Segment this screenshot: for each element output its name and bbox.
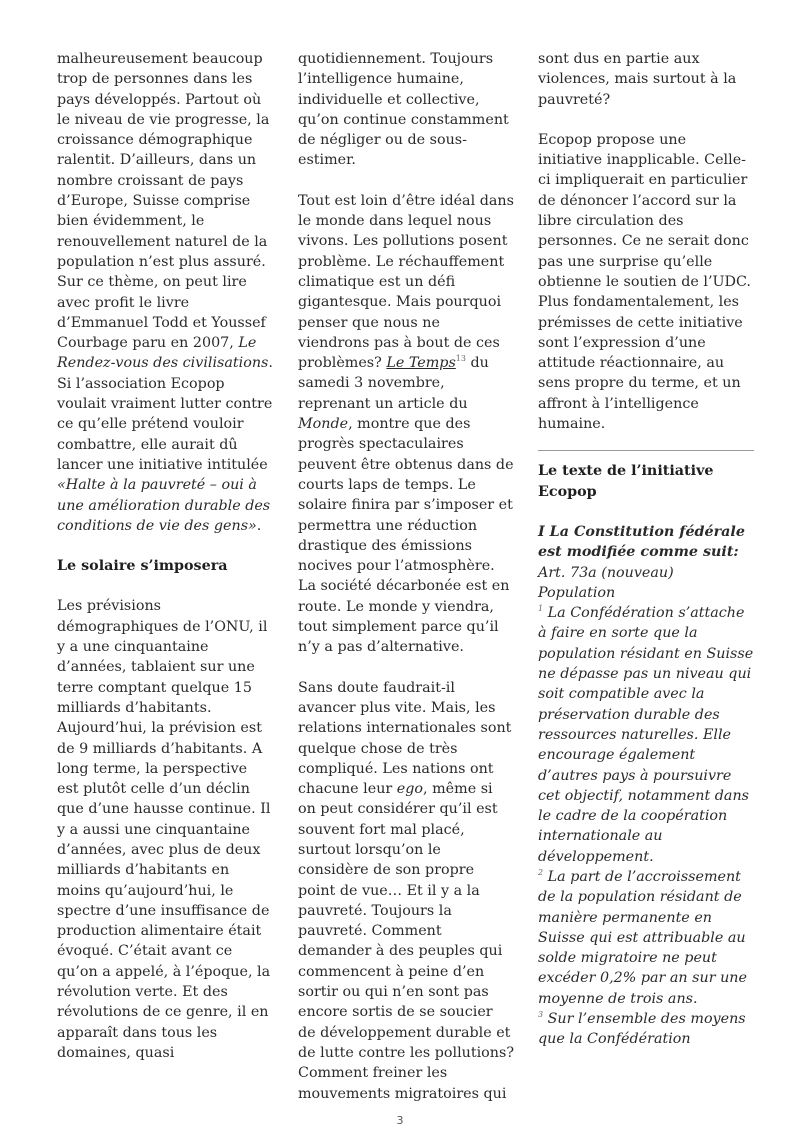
paragraph: Sans doute faudrait-il avancer plus vite. Mais, les relations internationales sont quelque chose de très compliqué. Les nations ont chacune leur ego, même si on peut considérer qu’il est souvent fort mal placé, surtout lorsqu’on le considère de son propre point de vue… Et il y a la pauvreté. Toujours la pauvreté. Comment demander à des peuples qui commencent à peine d’en sortir ou qui n’en sont pas encore sortis de se soucier de développement durable et de lutte contre les pollutions? Comment freiner les mouvements migratoires qui [298, 679, 515, 1102]
paragraph: Tout est loin d’être idéal dans le monde dans lequel nous vivons. Les pollutions posent problème. Le réchauffement climatique est un défi gigantesque. Mais pourquoi penser que nous ne viendrons pas à bout de ces problèmes? Le Temps$^{13}$ du samedi 3 novembre, reprenant un article du Monde, montre que des progrès spectaculaires peuvent être obtenus dans de courts laps de temps. Le solaire finira par s’imposer et permettra une réduction drastique des émissions nocives pour l’atmosphère. La société décarbonée est en route. Le monde y viendra, tout simplement parce qu’il n’y a pas d’alternative. [298, 192, 514, 656]
le-temps-link[interactable]: Le Temps [386, 355, 456, 372]
paragraph: quotidiennement. Toujours l’intelligence humaine, individuelle et collective, qu’on continue constamment de négliger ou de sous-estimer. [298, 51, 509, 169]
paragraph: Les prévisions démographiques de l’ONU, il y a une cinquantaine d’années, tablaient sur une terre comptant quelque 15 milliards d’habitants. Aujourd’hui, la prévision est de 9 milliards d’habitants. A long terme, la perspective est plutôt celle d’un déclin que d’une hausse continue. Il y a aussi une cinquantaine d’années, avec plus de deux milliards d’habitants en moins qu’aujourd’hui, le spectre d’une insuffisance de production alimentaire était évoqué. C’était avant ce qu’on a appelé, à l’époque, la révolution verte. Et des révolutions de ce genre, il en apparaît dans tous les domaines, quasi [57, 598, 271, 1061]
newspaper-title: Monde [298, 416, 349, 433]
alinea-1: $^1$ La Confédération s’attache à faire en sorte que la population résidant en Suisse ne dépasse pas un niveau qui soit compatible avec la préservation durable des ressources naturelles. Elle encourage également d’autres pays à poursuivre cet objectif, notamment dans le cadre de la coopération internationale au développement. [538, 604, 754, 865]
paragraph: malheureusement beaucoup trop de personnes dans les pays développés. Partout où le niveau de vie progresse, la croissance démographique ralentit. D’ailleurs, dans un nombre croissant de pays d’Europe, Suisse comprise bien évidemment, le renouvellement naturel de la population n’est plus assuré. Sur ce thème, on peut lire avec profit le livre d’Emmanuel Todd et Youssef Courbage paru en 2007, Le Rendez-vous des civilisations. Si l’association Ecopop voulait vraiment lutter contre ce qu’elle prétend vouloir combattre, elle aurait dû lancer une initiative intitulée «Halte à la pauvreté – oui à une amélioration durable des conditions de vie des gens». [57, 51, 273, 534]
footnote-marker[interactable]: 13 [455, 354, 466, 364]
section-heading: Le texte de l’initiative Ecopop [538, 463, 714, 500]
paragraph: Ecopop propose une initiative inapplicable. Celle-ci impliquerait en particulier de dénoncer l’accord sur la libre circulation des personnes. Ce ne serait donc pas une surprise qu’elle obtienne le soutien de l’UDC. Plus fondamentalement, les prémisses de cette initiative sont l’expression d’une attitude réactionnaire, au sens propre du terme, et un affront à l’intelligence humaine. [538, 131, 751, 433]
column-3 [538, 49, 754, 1050]
paragraph: sont dus en partie aux violences, mais surtout à la pauvreté? [538, 51, 737, 108]
initiative-text [538, 522, 754, 1050]
article-number: Art. 73a (nouveau) [538, 564, 674, 581]
initiative-title: I La Constitution fédérale est modifiée comme suit: [538, 523, 745, 561]
book-title: Le Rendez-vous des civilisations [57, 335, 269, 372]
alinea-2: $^2$ La part de l’accroissement de la population résidant de manière permanente en Suisse qui est attribuable au solde migratoire ne peut excéder 0,2% par an sur une moyenne de trois ans. [538, 868, 747, 1007]
initiative-quote: «Halte à la pauvreté – oui à une amélioration durable des conditions de vie des gens» [57, 477, 271, 534]
alinea-3: $^3$ Sur l’ensemble des moyens que la Confédération [538, 1010, 746, 1048]
page-number: 3 [396, 1114, 404, 1127]
column-1 [57, 49, 273, 1083]
section-heading: Le solaire s’imposera [57, 558, 228, 575]
column-2 [298, 49, 514, 1124]
article-name: Population [538, 584, 616, 601]
section-divider [538, 450, 754, 451]
